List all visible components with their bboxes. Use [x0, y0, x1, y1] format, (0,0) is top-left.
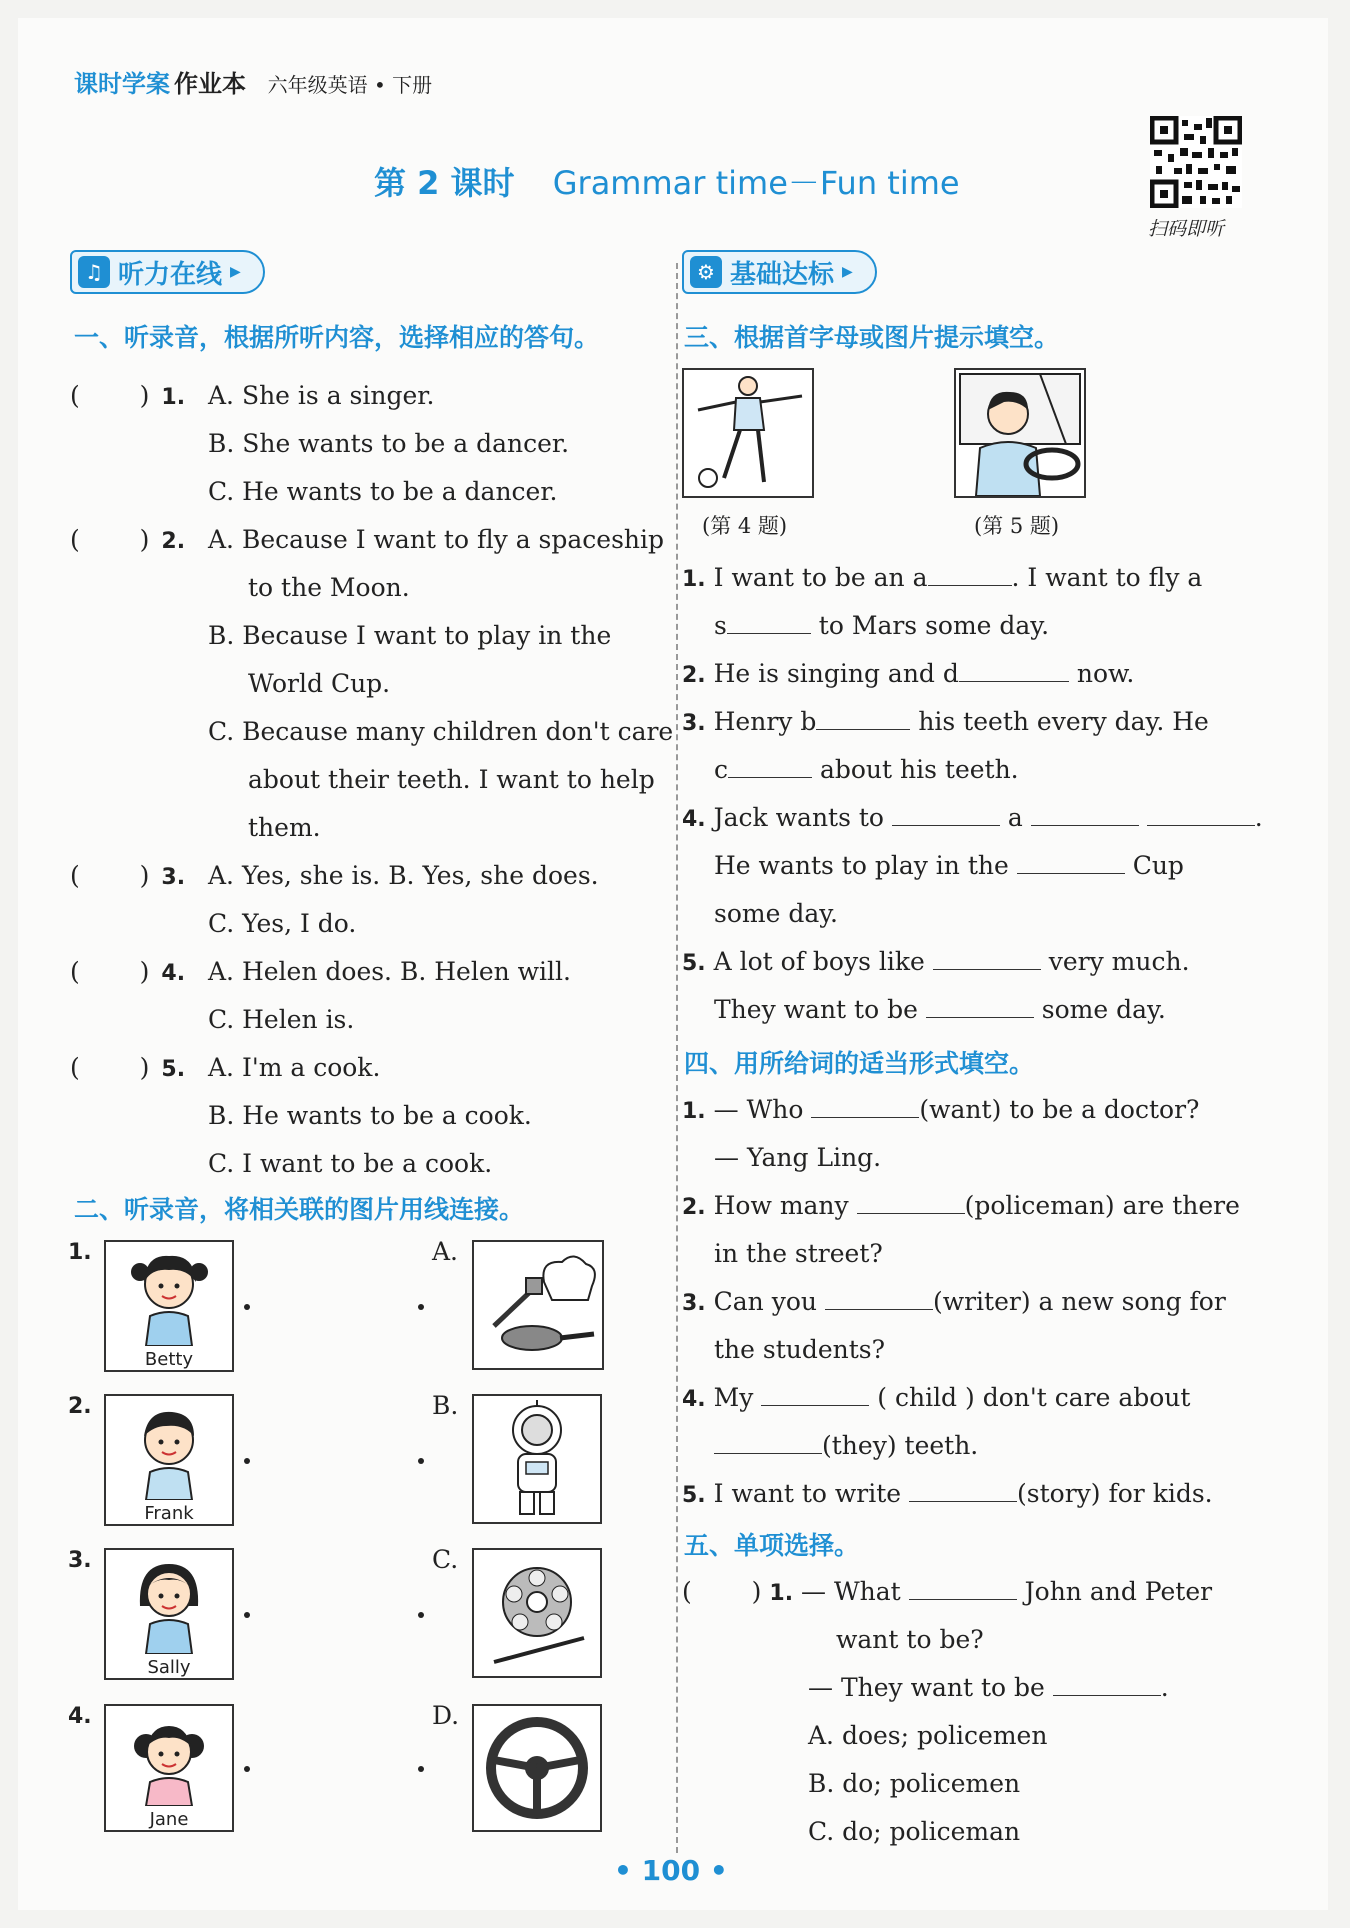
question-text: How many [713, 1191, 849, 1220]
picture-label: Frank [144, 1503, 194, 1524]
item-number: 4. [682, 807, 706, 832]
option-letter: C. [432, 1545, 459, 1574]
steering-wheel-icon [474, 1706, 600, 1830]
option-text: about their teeth. I want to help [248, 765, 655, 794]
question-text: the students? [714, 1335, 886, 1364]
arrow-right-icon: ▶ [842, 264, 853, 280]
option-text: A. Because I want to fly a spaceship [208, 525, 665, 554]
girl-sally-picture [104, 1548, 234, 1680]
basics-badge-label: 基础达标 [730, 259, 835, 290]
question-text: his teeth every day. He [918, 707, 1209, 736]
picture-label: Jane [149, 1809, 189, 1830]
item-number: 1. [68, 1240, 92, 1265]
question-text: ( child ) don't care about [877, 1383, 1191, 1412]
connect-dot[interactable] [244, 1612, 250, 1618]
list-item [70, 516, 185, 566]
item-number: 1. [682, 567, 706, 592]
option-text: C. He wants to be a dancer. [208, 477, 558, 506]
fill-blank[interactable] [857, 1187, 965, 1214]
brand-series: 课时学案 [74, 70, 170, 98]
question-text: (policeman) are there [964, 1191, 1240, 1220]
question-text: . [1160, 1673, 1169, 1702]
girl-icon [106, 1706, 232, 1806]
picture-label: Sally [147, 1657, 191, 1678]
lesson-title [374, 158, 960, 204]
basics-badge [682, 250, 877, 294]
question-3-3 [682, 698, 1209, 748]
fill-blank[interactable] [816, 703, 910, 730]
question-text: They want to be [714, 995, 918, 1024]
question-4-4 [682, 1374, 1190, 1424]
answer-paren-close: ) [139, 1053, 150, 1082]
question-text: Cup [1132, 851, 1184, 880]
driver-icon [956, 370, 1084, 496]
item-number: 3. [161, 865, 186, 890]
answer-paren-close: ) [139, 381, 150, 410]
option-text: C. Yes, I do. [208, 909, 357, 938]
column-divider [676, 263, 678, 1853]
question-text: He wants to play in the [714, 851, 1009, 880]
question-text: in the street? [714, 1239, 883, 1268]
fill-blank[interactable] [959, 655, 1069, 682]
qr-code-icon[interactable] [1150, 116, 1242, 208]
palette-brush-picture [472, 1548, 602, 1678]
question-text: Jack wants to [713, 803, 884, 832]
connect-dot[interactable] [244, 1766, 250, 1772]
question-3-5-cont [714, 986, 1166, 1034]
driver-picture [954, 368, 1086, 498]
frying-pan-icon [474, 1242, 602, 1368]
connect-dot[interactable] [418, 1766, 424, 1772]
question-text: very much. [1048, 947, 1190, 976]
question-3-4 [682, 794, 1263, 844]
option-text: World Cup. [248, 669, 391, 698]
question-3-1 [682, 554, 1202, 604]
question-text: some day. [714, 899, 838, 928]
page-number: • 100 • [614, 1854, 728, 1887]
girl-jane-picture [104, 1704, 234, 1832]
section-1-title: 一、听录音，根据所听内容，选择相应的答句。 [74, 323, 600, 352]
astronaut-picture [472, 1394, 602, 1524]
footballer-icon [684, 370, 812, 496]
option-text: B. He wants to be a cook. [208, 1101, 532, 1130]
listening-badge-label: 听力在线 [118, 259, 223, 290]
fill-blank[interactable] [825, 1283, 933, 1310]
item-number: 3. [682, 1291, 706, 1316]
girl-icon [106, 1242, 232, 1346]
connect-dot[interactable] [244, 1458, 250, 1464]
question-text: (they) teeth. [822, 1431, 979, 1460]
item-number: 5. [682, 951, 706, 976]
boy-icon [106, 1396, 232, 1500]
connect-dot[interactable] [418, 1458, 424, 1464]
item-number: 4. [682, 1387, 706, 1412]
fill-blank[interactable] [892, 799, 1000, 826]
answer-paren-close: ) [751, 1577, 762, 1606]
question-4-4-cont [714, 1422, 978, 1470]
picture-caption: (第 5 题) [974, 514, 1060, 538]
lesson-topic: Grammar time－Fun time [552, 164, 960, 202]
question-3-4-cont [714, 842, 1184, 890]
question-3-2 [682, 650, 1134, 700]
item-number: 4. [68, 1704, 92, 1729]
question-3-3-cont [714, 746, 1019, 794]
workbook-page [18, 18, 1328, 1910]
picture-label: Betty [144, 1349, 194, 1370]
option-text: to the Moon. [248, 573, 410, 602]
question-text: c [714, 755, 729, 784]
question-4-5 [682, 1470, 1213, 1520]
fill-blank[interactable] [933, 943, 1041, 970]
astronaut-icon [474, 1396, 600, 1522]
answer-paren-open: ( [70, 861, 80, 890]
question-5-1-answer-line [808, 1664, 1169, 1712]
girl-betty-picture [104, 1240, 234, 1372]
item-number: 2. [682, 663, 706, 688]
question-text: — They want to be [808, 1673, 1045, 1702]
connect-dot[interactable] [244, 1304, 250, 1310]
option-text: them. [248, 813, 321, 842]
choice-option[interactable]: C. do; policeman [808, 1817, 1021, 1846]
question-text: now. [1076, 659, 1135, 688]
question-text: (want) to be a doctor? [919, 1095, 1200, 1124]
option-letter: B. [432, 1391, 459, 1420]
steering-wheel-picture [472, 1704, 602, 1832]
item-number: 5. [682, 1483, 706, 1508]
option-text: A. Helen does. B. Helen will. [208, 957, 571, 986]
item-number: 2. [161, 529, 186, 554]
item-number: 1. [161, 385, 186, 410]
item-number: 5. [161, 1057, 186, 1082]
question-3-5 [682, 938, 1190, 988]
fill-blank[interactable] [761, 1379, 869, 1406]
item-number: 2. [682, 1195, 706, 1220]
option-letter: A. [432, 1237, 459, 1266]
girl-icon [106, 1550, 232, 1654]
question-text: Henry b [713, 707, 817, 736]
option-text: B. Because I want to play in the [208, 621, 612, 650]
fill-blank[interactable] [714, 1427, 822, 1454]
option-text: A. I'm a cook. [208, 1053, 381, 1082]
question-text: — Who [713, 1095, 804, 1124]
section-4-title: 四、用所给词的适当形式填空。 [684, 1049, 1035, 1078]
question-text: s [714, 611, 727, 640]
choice-option[interactable]: B. do; policemen [808, 1769, 1021, 1798]
fill-blank[interactable] [728, 751, 812, 778]
boy-frank-picture [104, 1394, 234, 1526]
question-text: My [713, 1383, 754, 1412]
picture-caption: (第 4 题) [702, 514, 788, 538]
question-text: want to be? [836, 1625, 984, 1654]
answer-paren-close: ) [139, 957, 150, 986]
list-item [70, 1044, 185, 1094]
item-number: 2. [68, 1394, 92, 1419]
choice-option[interactable]: A. does; policemen [808, 1721, 1048, 1750]
answer-paren-close: ) [139, 861, 150, 890]
question-3-1-cont [714, 602, 1049, 650]
chef-hat-pan-picture [472, 1240, 604, 1370]
option-letter: D. [432, 1701, 460, 1730]
question-text: (story) for kids. [1017, 1479, 1213, 1508]
answer-paren-open: ( [70, 957, 80, 986]
option-text: A. She is a singer. [208, 381, 435, 410]
answer-paren-open: ( [70, 1053, 80, 1082]
option-text: B. She wants to be a dancer. [208, 429, 570, 458]
question-text: a [1007, 803, 1023, 832]
connect-dot[interactable] [418, 1304, 424, 1310]
question-text: He is singing and d [713, 659, 959, 688]
item-number: 3. [682, 711, 706, 736]
header-brand [74, 64, 432, 99]
fill-blank[interactable] [1031, 799, 1139, 826]
fill-blank[interactable] [727, 607, 811, 634]
question-text: I want to be an a [713, 563, 928, 592]
question-text: some day. [1041, 995, 1166, 1024]
brand-book: 作业本 [174, 70, 246, 98]
question-text: . [1254, 803, 1263, 832]
paint-palette-icon [474, 1550, 600, 1676]
list-item [70, 948, 185, 998]
lesson-number: 第 2 课时 [374, 164, 515, 202]
question-4-2 [682, 1182, 1240, 1232]
fill-blank[interactable] [811, 1091, 919, 1118]
fill-blank[interactable] [1053, 1669, 1161, 1696]
list-item [70, 372, 185, 422]
answer-paren-close: ) [139, 525, 150, 554]
item-number: 1. [682, 1099, 706, 1124]
arrow-right-icon: ▶ [230, 264, 241, 280]
fill-blank[interactable] [1147, 799, 1255, 826]
item-number: 1. [769, 1581, 794, 1606]
question-text: John and Peter [1024, 1577, 1213, 1606]
option-text: C. Because many children don't care [208, 717, 674, 746]
question-5-1 [682, 1568, 1212, 1618]
item-number: 4. [161, 961, 186, 986]
question-text: to Mars some day. [818, 611, 1050, 640]
section-2-title: 二、听录音，将相关联的图片用线连接。 [74, 1195, 525, 1224]
listening-badge [70, 250, 265, 294]
question-text: (writer) a new song for [932, 1287, 1226, 1316]
connect-dot[interactable] [418, 1612, 424, 1618]
header-subtitle: 六年级英语 • 下册 [267, 73, 433, 97]
item-number: 3. [68, 1548, 92, 1573]
answer-paren-open: ( [682, 1577, 692, 1606]
fill-blank[interactable] [926, 991, 1034, 1018]
question-text: I want to write [713, 1479, 902, 1508]
list-item [70, 852, 185, 902]
fill-blank[interactable] [928, 559, 1012, 586]
fill-blank[interactable] [1017, 847, 1125, 874]
qr-caption: 扫码即听 [1148, 218, 1225, 240]
question-text: about his teeth. [819, 755, 1019, 784]
question-text: A lot of boys like [713, 947, 925, 976]
option-text: A. Yes, she is. B. Yes, she does. [208, 861, 599, 890]
question-text: — What [801, 1577, 901, 1606]
section-5-title: 五、单项选择。 [684, 1531, 860, 1560]
question-text: — Yang Ling. [714, 1143, 882, 1172]
option-text: C. Helen is. [208, 1005, 355, 1034]
football-player-picture [682, 368, 814, 498]
question-text: . I want to fly a [1011, 563, 1203, 592]
question-4-3 [682, 1278, 1226, 1328]
headset-icon: ♫ [78, 256, 110, 288]
gear-icon: ⚙ [690, 256, 722, 288]
question-4-1 [682, 1086, 1199, 1136]
answer-paren-open: ( [70, 381, 80, 410]
option-text: C. I want to be a cook. [208, 1149, 493, 1178]
section-3-title: 三、根据首字母或图片提示填空。 [684, 323, 1060, 352]
question-text: Can you [713, 1287, 817, 1316]
answer-paren-open: ( [70, 525, 80, 554]
fill-blank[interactable] [909, 1475, 1017, 1502]
fill-blank[interactable] [909, 1573, 1017, 1600]
